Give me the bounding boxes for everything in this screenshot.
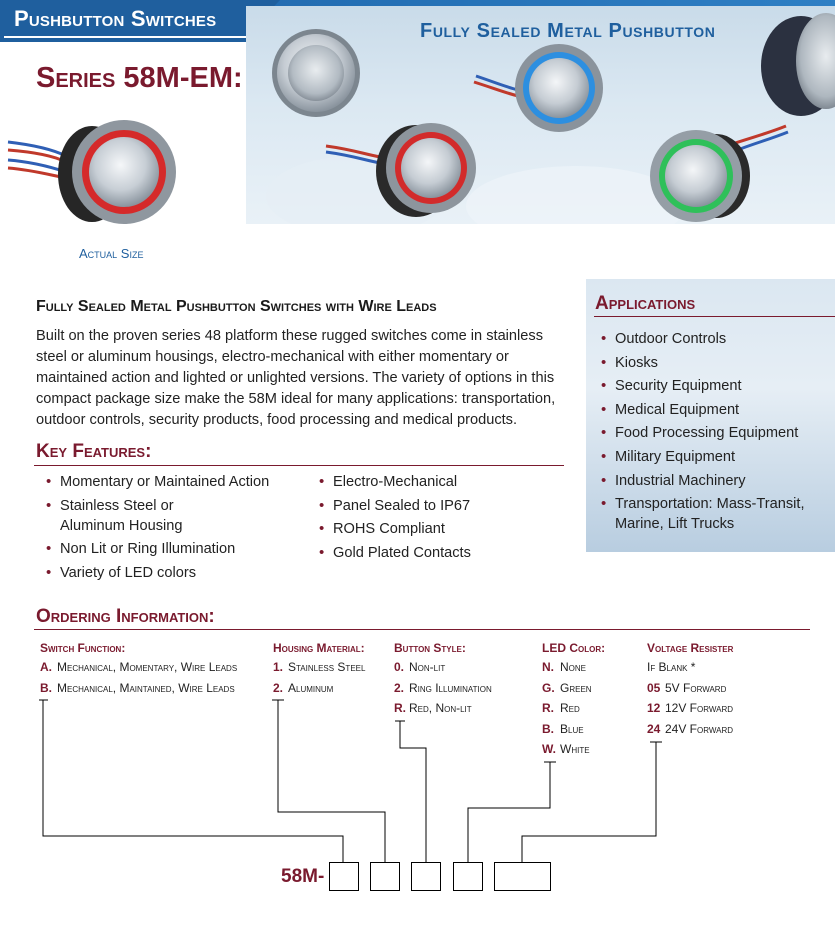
actual-size-caption: Actual Size bbox=[79, 246, 144, 261]
option-row: 05 5V Forward bbox=[647, 680, 727, 695]
application-item: • Kiosks bbox=[601, 353, 831, 373]
application-item: • Transportation: Mass-Transit, Marine, Lift Trucks bbox=[601, 494, 815, 534]
part-box-led-color bbox=[453, 862, 483, 891]
option-row: B. Blue bbox=[542, 721, 584, 736]
intro-body: Built on the proven series 48 platform these rugged switches come in stainless steel or aluminum housings, electro-mechanical with either momentary or maintained action and lighted or unlighted versions. The variety of options in this compact package size make the 58M ideal for many applications: transportation, outdoor controls, security products, food processing and medical products. bbox=[36, 328, 556, 428]
column-title: LED Color: bbox=[542, 641, 606, 655]
option-row: If Blank * bbox=[647, 660, 696, 674]
feature-item: • Electro-Mechanical bbox=[319, 472, 559, 492]
feature-item: • Panel Sealed to IP67 bbox=[319, 496, 559, 516]
feature-item: • Gold Plated Contacts bbox=[319, 543, 559, 563]
feature-item: • Momentary or Maintained Action bbox=[46, 472, 306, 492]
option-row: 24 24V Forward bbox=[647, 721, 734, 736]
application-item: • Security Equipment bbox=[601, 376, 831, 396]
option-row: 1. Stainless Steel bbox=[273, 660, 366, 674]
series-title: Series 58M-EM: bbox=[36, 62, 243, 94]
part-number-prefix: 58M- bbox=[281, 866, 325, 887]
option-row: B. Mechanical, Maintained, Wire Leads bbox=[40, 680, 235, 695]
option-row: 12 12V Forward bbox=[647, 701, 734, 715]
part-box-button-style bbox=[411, 862, 441, 891]
column-title: Voltage Resister bbox=[647, 641, 734, 655]
feature-item: • Stainless Steel or Aluminum Housing bbox=[46, 496, 210, 536]
application-item: • Medical Equipment bbox=[601, 400, 831, 420]
column-title: Button Style: bbox=[394, 641, 466, 655]
column-title: Switch Function: bbox=[40, 641, 126, 655]
column-title: Housing Material: bbox=[273, 641, 365, 655]
option-row: G. Green bbox=[542, 680, 592, 695]
option-row: A. Mechanical, Momentary, Wire Leads bbox=[40, 660, 238, 674]
intro-heading: Fully Sealed Metal Pushbutton Switches with Wire Leads bbox=[36, 298, 437, 315]
option-row: R. Red, Non-lit bbox=[394, 701, 472, 715]
option-row: 2. Ring Illumination bbox=[394, 680, 492, 695]
option-row: W. White bbox=[542, 742, 590, 756]
feature-item: • Variety of LED colors bbox=[46, 563, 306, 583]
feature-item: • ROHS Compliant bbox=[319, 519, 559, 539]
ordering-heading: Ordering Information: bbox=[36, 606, 215, 627]
application-item: • Industrial Machinery bbox=[601, 471, 831, 491]
applications-heading: Applications bbox=[595, 293, 696, 314]
application-item: • Military Equipment bbox=[601, 447, 831, 467]
key-features-heading: Key Features: bbox=[36, 441, 152, 462]
part-box-switch-function bbox=[329, 862, 359, 891]
part-box-voltage-resister bbox=[494, 862, 551, 891]
option-row: 2. Aluminum bbox=[273, 680, 334, 695]
section-title: Pushbutton Switches bbox=[14, 6, 217, 31]
option-row: R. Red bbox=[542, 701, 580, 715]
option-row: N. None bbox=[542, 660, 587, 674]
part-box-housing-material bbox=[370, 862, 400, 891]
application-item: • Outdoor Controls bbox=[601, 329, 831, 349]
option-row: 0. Non-lit bbox=[394, 660, 446, 674]
application-item: • Food Processing Equipment bbox=[601, 423, 831, 443]
photo-heading: Fully Sealed Metal Pushbutton bbox=[420, 20, 716, 42]
feature-item: • Non Lit or Ring Illumination bbox=[46, 539, 306, 559]
